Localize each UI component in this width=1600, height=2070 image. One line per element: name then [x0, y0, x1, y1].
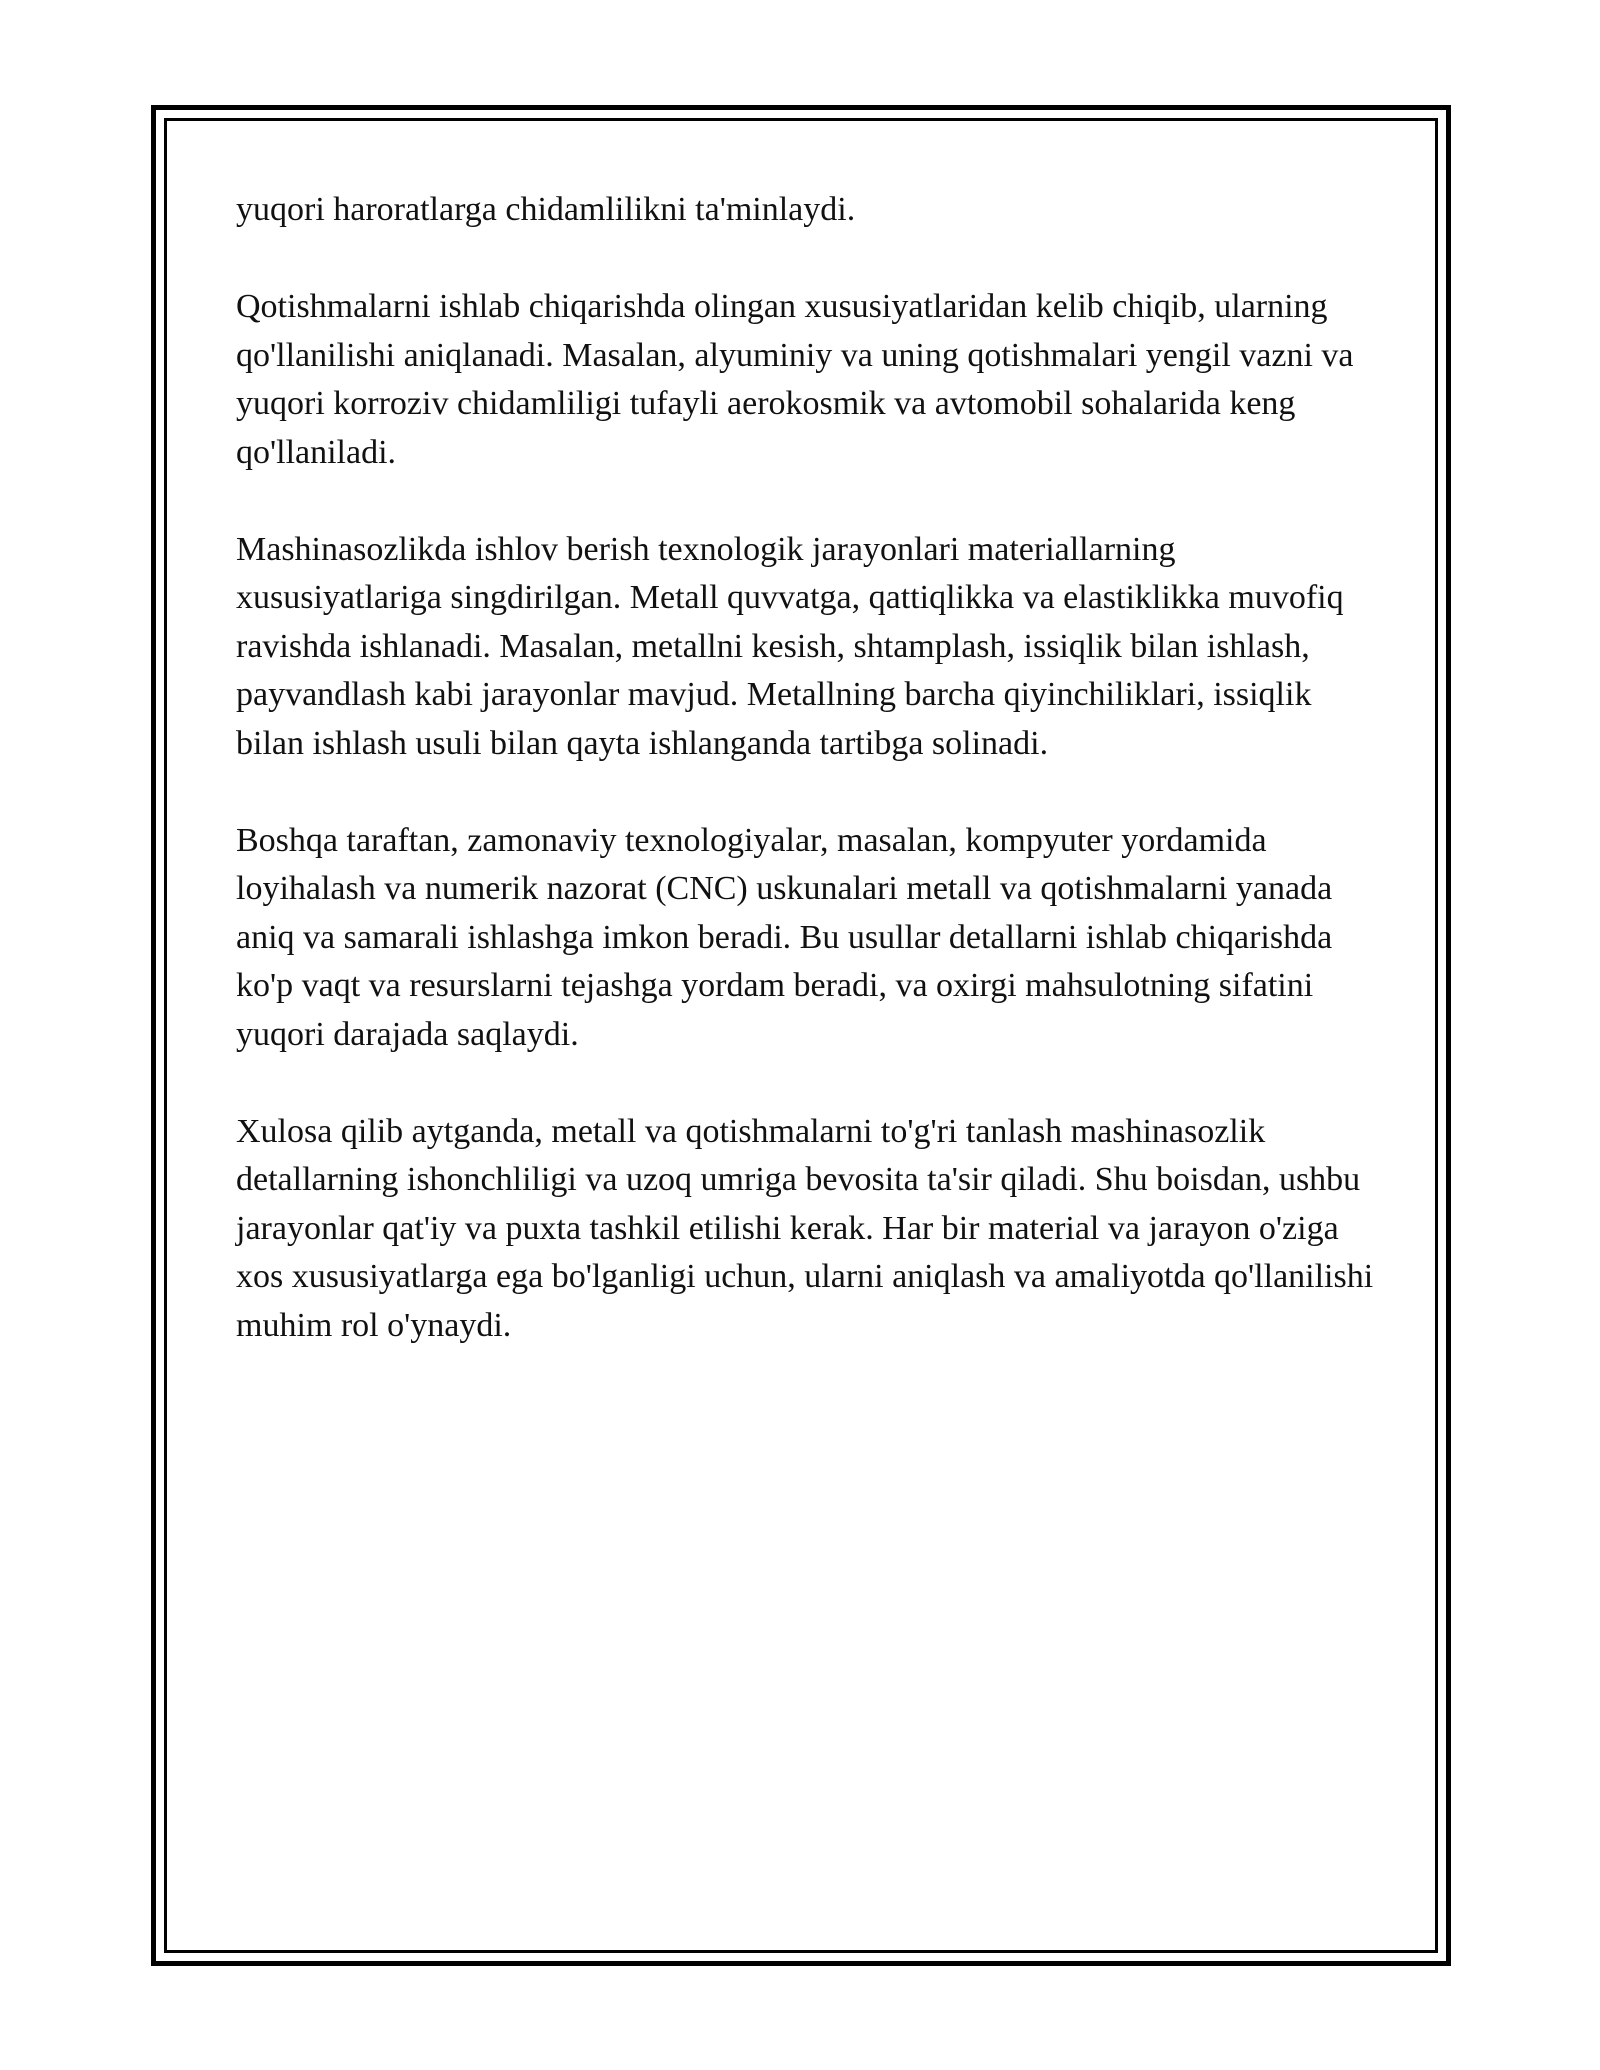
paragraph: Boshqa taraftan, zamonaviy texnologiyalar, masalan, kompyuter yordamida loyihalash va numerik nazorat (CNC) uskunalari metall va qotishmalarni yanada aniq va samarali ishlashga imkon beradi. Bu usullar detallarni ishlab chiqarishda ko'p vaqt va resurslarni tejashga yordam beradi, va oxirgi mahsulotning sifatini yuqori darajada saqlaydi. — [236, 821, 1333, 1053]
paragraph: Mashinasozlikda ishlov berish texnologik jarayonlari materiallarning xususiyatlariga singdirilgan. Metall quvvatga, qattiqlikka va elastiklikka muvofiq ravishda ishlanadi. Masalan, metallni kesish, shtamplash, issiqlik bilan ishlash, payvandlash kabi jarayonlar mavjud. Metallning barcha qiyinchiliklari, issiqlik bilan ishlash usuli bilan qayta ishlanganda tartibga solinadi. — [236, 530, 1344, 762]
document-body — [236, 186, 1376, 1399]
paragraph: yuqori haroratlarga chidamlilikni ta'minlaydi. — [236, 191, 856, 228]
paragraph: Qotishmalarni ishlab chiqarishda olingan xususiyatlaridan kelib chiqib, ularning qo'llanilishi aniqlanadi. Masalan, alyuminiy va uning qotishmalari yengil vazni va yuqori korroziv chidamliligi tufayli aerokosmik va avtomobil sohalarida keng qo'llaniladi. — [236, 288, 1354, 471]
paragraph: Xulosa qilib aytganda, metall va qotishmalarni to'g'ri tanlash mashinasozlik detallarning ishonchliligi va uzoq umriga bevosita ta'sir qiladi. Shu boisdan, ushbu jarayonlar qat'iy va puxta tashkil etilishi kerak. Har bir material va jarayon o'ziga xos xususiyatlarga ega bo'lganligi uchun, ularni aniqlash va amaliyotda qo'llanilishi muhim rol o'ynaydi. — [236, 1112, 1374, 1344]
